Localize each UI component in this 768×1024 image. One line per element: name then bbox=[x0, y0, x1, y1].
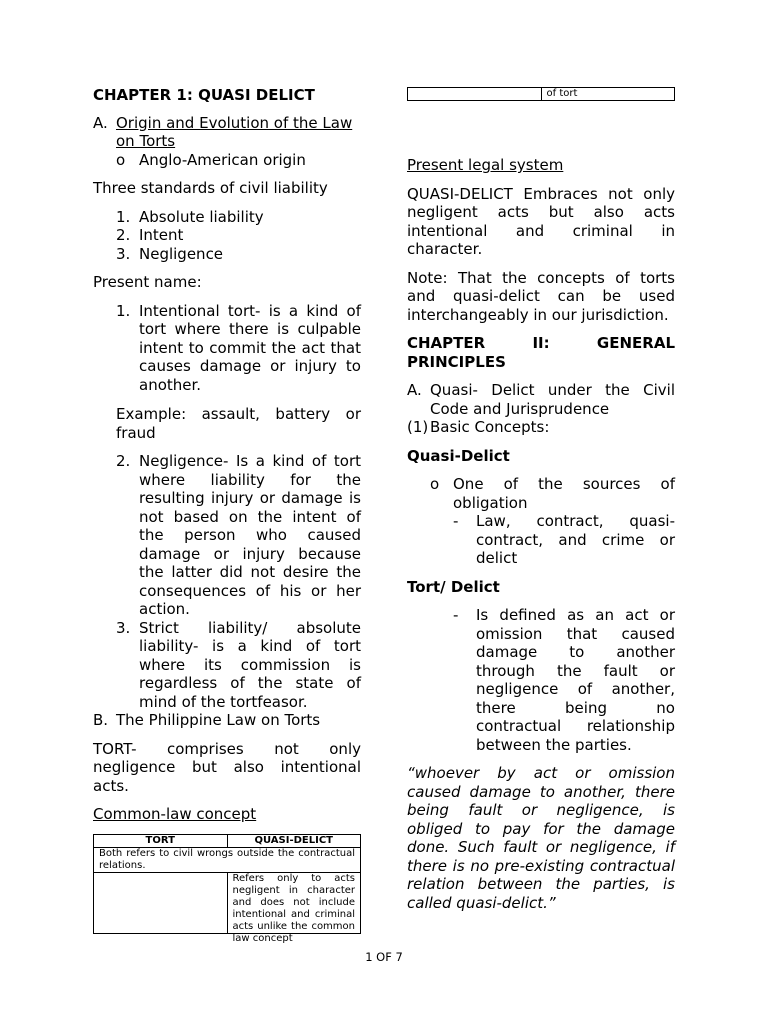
quote-text: “whoever by act or omission caused damage to another, there being fault or negligence, is obliged to pay for the damage done. Such fault or negligence, if there is no pre-existing contractual relation between the parties, is called quasi-delict.” bbox=[407, 764, 675, 912]
bullet-text: Anglo-American origin bbox=[139, 150, 306, 169]
left-column bbox=[93, 86, 361, 944]
section-b: B. The Philippine Law on Torts bbox=[93, 711, 361, 730]
bullet-marker: o bbox=[116, 150, 126, 169]
tort-delict-heading: Tort/ Delict bbox=[407, 577, 500, 596]
table-cell bbox=[94, 872, 228, 933]
present-name: Present name: bbox=[93, 273, 202, 291]
table-cell: Both refers to civil wrongs outside the contractual relations. bbox=[94, 847, 361, 872]
bullet-marker: o bbox=[430, 475, 440, 493]
item-intentional-tort: 1. Intentional tort- is a kind of tort where there is culpable intent to commit the act that causes damage or injury to another. bbox=[116, 301, 361, 394]
table-cell bbox=[408, 88, 542, 101]
chapter-title: CHAPTER 1: QUASI DELICT bbox=[93, 86, 315, 104]
item-negligence: 2. Negligence- Is a kind of tort where liability for the resulting injury or damage is not based on the intent of the person who caused damage or injury because the latter did not desire the consequences of his or her action. bbox=[116, 452, 361, 618]
page-number: 1 OF 7 bbox=[365, 950, 403, 964]
table-continuation bbox=[407, 87, 675, 101]
section-a-bullet bbox=[93, 151, 361, 170]
table-cell: Refers only to acts negligent in character and does not include intentional and criminal acts unlike the common law concept bbox=[227, 872, 361, 933]
dash-marker: - bbox=[453, 512, 459, 530]
table-header: QUASI-DELICT bbox=[227, 834, 361, 847]
table-row bbox=[94, 872, 361, 933]
section-a-label: A. bbox=[93, 113, 108, 132]
example-text: Example: assault, battery or fraud bbox=[116, 405, 361, 442]
obligation-bullet: o One of the sources of obligation bbox=[430, 475, 675, 512]
section-a-right: A. Quasi- Delict under the Civil Code and Jurisprudence bbox=[407, 381, 675, 418]
list-item: 2. Intent bbox=[116, 226, 184, 244]
dash-marker: - bbox=[453, 606, 459, 624]
basic-concepts: (1) Basic Concepts: bbox=[407, 418, 550, 436]
standards-heading: Three standards of civil liability bbox=[93, 179, 328, 197]
right-column bbox=[407, 86, 675, 912]
table-header: TORT bbox=[94, 834, 228, 847]
table-cell: of tort bbox=[541, 88, 675, 101]
section-b-title: The Philippine Law on Torts bbox=[116, 711, 321, 729]
list-item: 3. Negligence bbox=[116, 244, 224, 263]
list-item: 1. Absolute liability bbox=[116, 207, 264, 226]
tort-definition: TORT- comprises not only negligence but also intentional acts. bbox=[93, 739, 361, 795]
item-strict-liability: 3. Strict liability/ absolute liability- is a kind of tort where its commission is regardless of the state of mind of the tortfeasor. bbox=[116, 618, 361, 711]
present-legal-heading: Present legal system bbox=[407, 156, 564, 174]
quasi-embraces: QUASI-DELICT Embraces not only negligent acts but also acts intentional and criminal in character. bbox=[407, 184, 675, 258]
comparison-table bbox=[93, 834, 361, 944]
chapter-2-title: CHAPTER II: GENERAL PRINCIPLES bbox=[407, 334, 675, 371]
table-header-row bbox=[94, 834, 361, 847]
sources-dash: - Law, contract, quasi-contract, and crime or delict bbox=[453, 512, 675, 567]
table-row bbox=[94, 847, 361, 872]
tort-definition-dash: - Is defined as an act or omission that caused damage to another through the fault or negligence of another, there being no contractual relationship between the parties. bbox=[453, 606, 675, 754]
note-text: Note: That the concepts of torts and quasi-delict can be used interchangeably in our jurisdiction. bbox=[407, 268, 675, 324]
standards-list bbox=[93, 208, 361, 264]
quasi-delict-heading: Quasi-Delict bbox=[407, 446, 510, 465]
section-a bbox=[93, 114, 361, 151]
section-a-title: Origin and Evolution of the Law on Torts bbox=[116, 113, 353, 150]
table-row bbox=[408, 88, 675, 101]
common-law-heading: Common-law concept bbox=[93, 805, 257, 823]
